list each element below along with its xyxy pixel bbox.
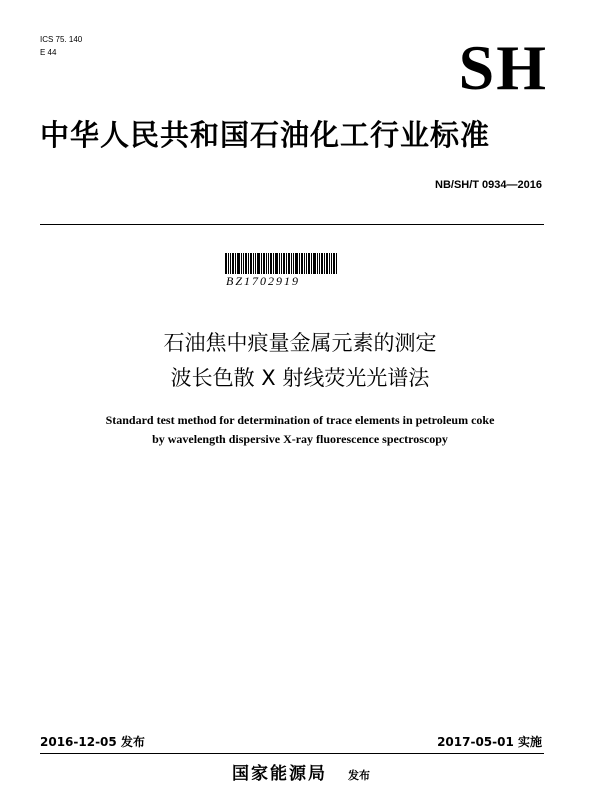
ics-code: ICS 75. 140 [40,35,83,44]
english-title-line-1: Standard test method for determination of trace elements in petroleum coke [105,413,495,427]
top-divider [40,224,544,225]
standard-category-title: 中华人民共和国石油化工行业标准 [40,118,491,152]
chinese-title-line-2: 波长色散 X 射线荧光光谱法 [170,366,430,390]
bottom-divider [40,753,544,754]
barcode-number: BZ1702919 [226,274,301,288]
barcode-image [225,253,337,274]
ccs-code: E 44 [40,48,57,57]
issue-date: 2016-12-05 发布 [40,735,145,749]
sh-logo: SH [458,32,548,103]
english-title-line-2: by wavelength dispersive X-ray fluorescence spectroscopy [152,432,448,446]
publish-label: 发布 [348,769,370,782]
standard-number: NB/SH/T 0934—2016 [435,179,542,191]
publisher-name: 国家能源局 [232,764,327,784]
implementation-date: 2017-05-01 实施 [437,735,542,749]
chinese-title-line-1: 石油焦中痕量金属元素的测定 [163,331,437,355]
